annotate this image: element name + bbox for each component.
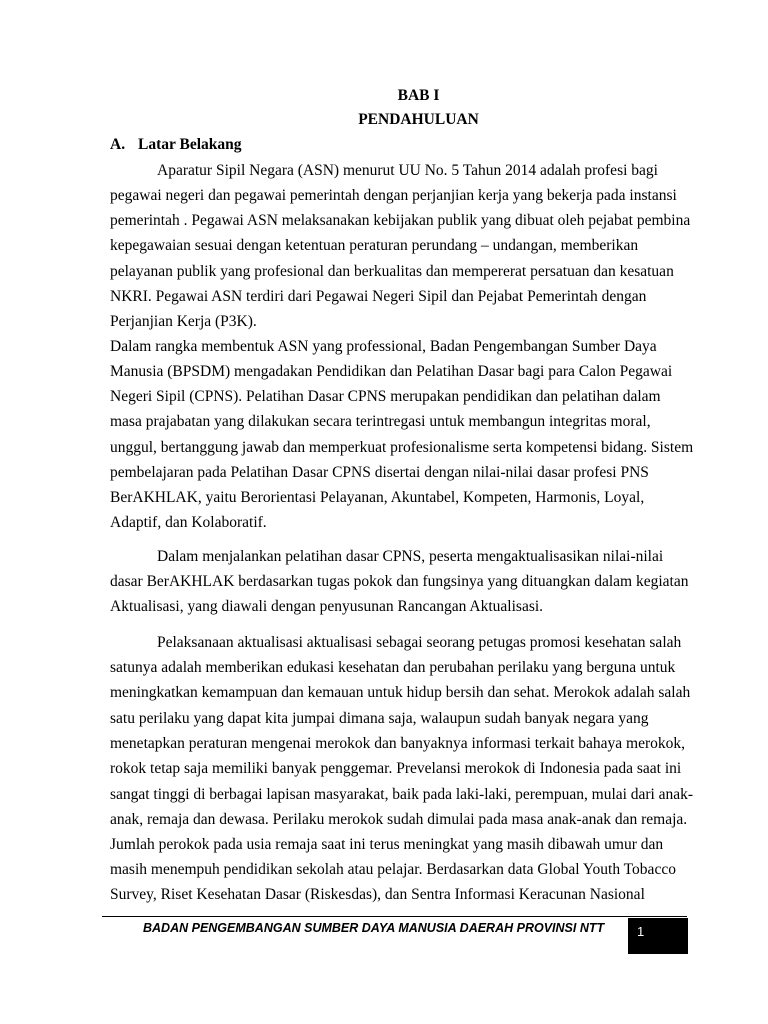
paragraph-line: Dalam menjalankan pelatihan dasar CPNS, peserta mengaktualisasikan nilai-nilai (157, 548, 664, 565)
page-number-box (628, 918, 688, 954)
footer-institution: BADAN PENGEMBANGAN SUMBER DAYA MANUSIA DAERAH PROVINSI NTT (143, 921, 605, 935)
section-heading (110, 136, 242, 154)
paragraph-line: Survey, Riset Kesehatan Dasar (Riskesdas), dan Sentra Informasi Keracunan Nasional (110, 886, 645, 903)
page-number: 1 (637, 924, 645, 939)
paragraph-line: pembelajaran pada Pelatihan Dasar CPNS disertai dengan nilai-nilai dasar profesi PNS (110, 464, 649, 481)
paragraph-line: meningkatkan kemampuan dan kemauan untuk hidup bersih dan sehat. Merokok adalah salah (110, 684, 691, 701)
section-number: A. (110, 136, 126, 153)
paragraph-line: kepegawaian sesuai dengan ketentuan peraturan perundang – undangan, memberikan (110, 237, 639, 254)
paragraph-line: sangat tinggi di berbagai lapisan masyarakat, baik pada laki-laki, perempuan, mulai dari anak- (110, 786, 694, 803)
paragraph-line: masa prajabatan yang dilakukan secara terintregasi untuk membangun integritas moral, (110, 413, 651, 430)
paragraph-line: pegawai negeri dan pegawai pemerintah dengan perjanjian kerja yang bekerja pada instansi (110, 187, 677, 204)
paragraph-line: BerAKHLAK, yaitu Berorientasi Pelayanan, Akuntabel, Kompeten, Harmonis, Loyal, (110, 489, 645, 506)
paragraph-line: Aparatur Sipil Negara (ASN) menurut UU No. 5 Tahun 2014 adalah profesi bagi (157, 162, 658, 179)
paragraph-line: menetapkan peraturan mengenai merokok dan banyaknya informasi terkait bahaya merokok, (110, 735, 685, 752)
paragraph-line: NKRI. Pegawai ASN terdiri dari Pegawai Negeri Sipil dan Pejabat Pemerintah dengan (110, 288, 647, 305)
paragraph-line: Jumlah perokok pada usia remaja saat ini terus meningkat yang masih dibawah umur dan (110, 836, 664, 853)
paragraph-line: pelayanan publik yang profesional dan berkualitas dan mempererat persatuan dan kesatuan (110, 263, 674, 280)
paragraph-line: rokok tetap saja memiliki banyak penggemar. Prevelansi merokok di Indonesia pada saat ini (110, 760, 682, 777)
paragraph-line: satunya adalah memberikan edukasi kesehatan dan perubahan perilaku yang berguna untuk (110, 659, 676, 676)
chapter-title: PENDAHULUAN (358, 111, 479, 128)
paragraph-line: Negeri Sipil (CPNS). Pelatihan Dasar CPNS merupakan pendidikan dan pelatihan dalam (110, 388, 661, 405)
paragraph-line: Perjanjian Kerja (P3K). (110, 313, 257, 330)
paragraph-line: Dalam rangka membentuk ASN yang professional, Badan Pengembangan Sumber Daya (110, 338, 657, 355)
paragraph-line: Aktualisasi, yang diawali dengan penyusunan Rancangan Aktualisasi. (110, 598, 544, 615)
chapter-number: BAB I (397, 87, 440, 104)
paragraph-line: Pelaksanaan aktualisasi aktualisasi sebagai seorang petugas promosi kesehatan salah (157, 634, 682, 651)
paragraph-line: Adaptif, dan Kolaboratif. (110, 514, 267, 531)
paragraph-line: dasar BerAKHLAK berdasarkan tugas pokok dan fungsinya yang dituangkan dalam kegiatan (110, 573, 689, 590)
paragraph-line: unggul, bertanggung jawab dan memperkuat profesionalisme serta kompetensi bidang. Sistem (110, 439, 694, 456)
paragraph-line: satu perilaku yang dapat kita jumpai dimana saja, walaupun sudah banyak negara yang (110, 710, 649, 727)
section-title: Latar Belakang (138, 136, 242, 153)
paragraph-line: anak, remaja dan dewasa. Perilaku merokok sudah dimulai pada masa anak-anak dan remaja. (110, 811, 688, 828)
paragraph-line: Manusia (BPSDM) mengadakan Pendidikan dan Pelatihan Dasar bagi para Calon Pegawai (110, 363, 673, 380)
footer-divider (102, 916, 687, 917)
paragraph-line: masih menempuh pendidikan sekolah atau pelajar. Berdasarkan data Global Youth Tobacco (110, 861, 676, 878)
paragraph-line: pemerintah . Pegawai ASN melaksanakan kebijakan publik yang dibuat oleh pejabat pembina (110, 212, 691, 229)
